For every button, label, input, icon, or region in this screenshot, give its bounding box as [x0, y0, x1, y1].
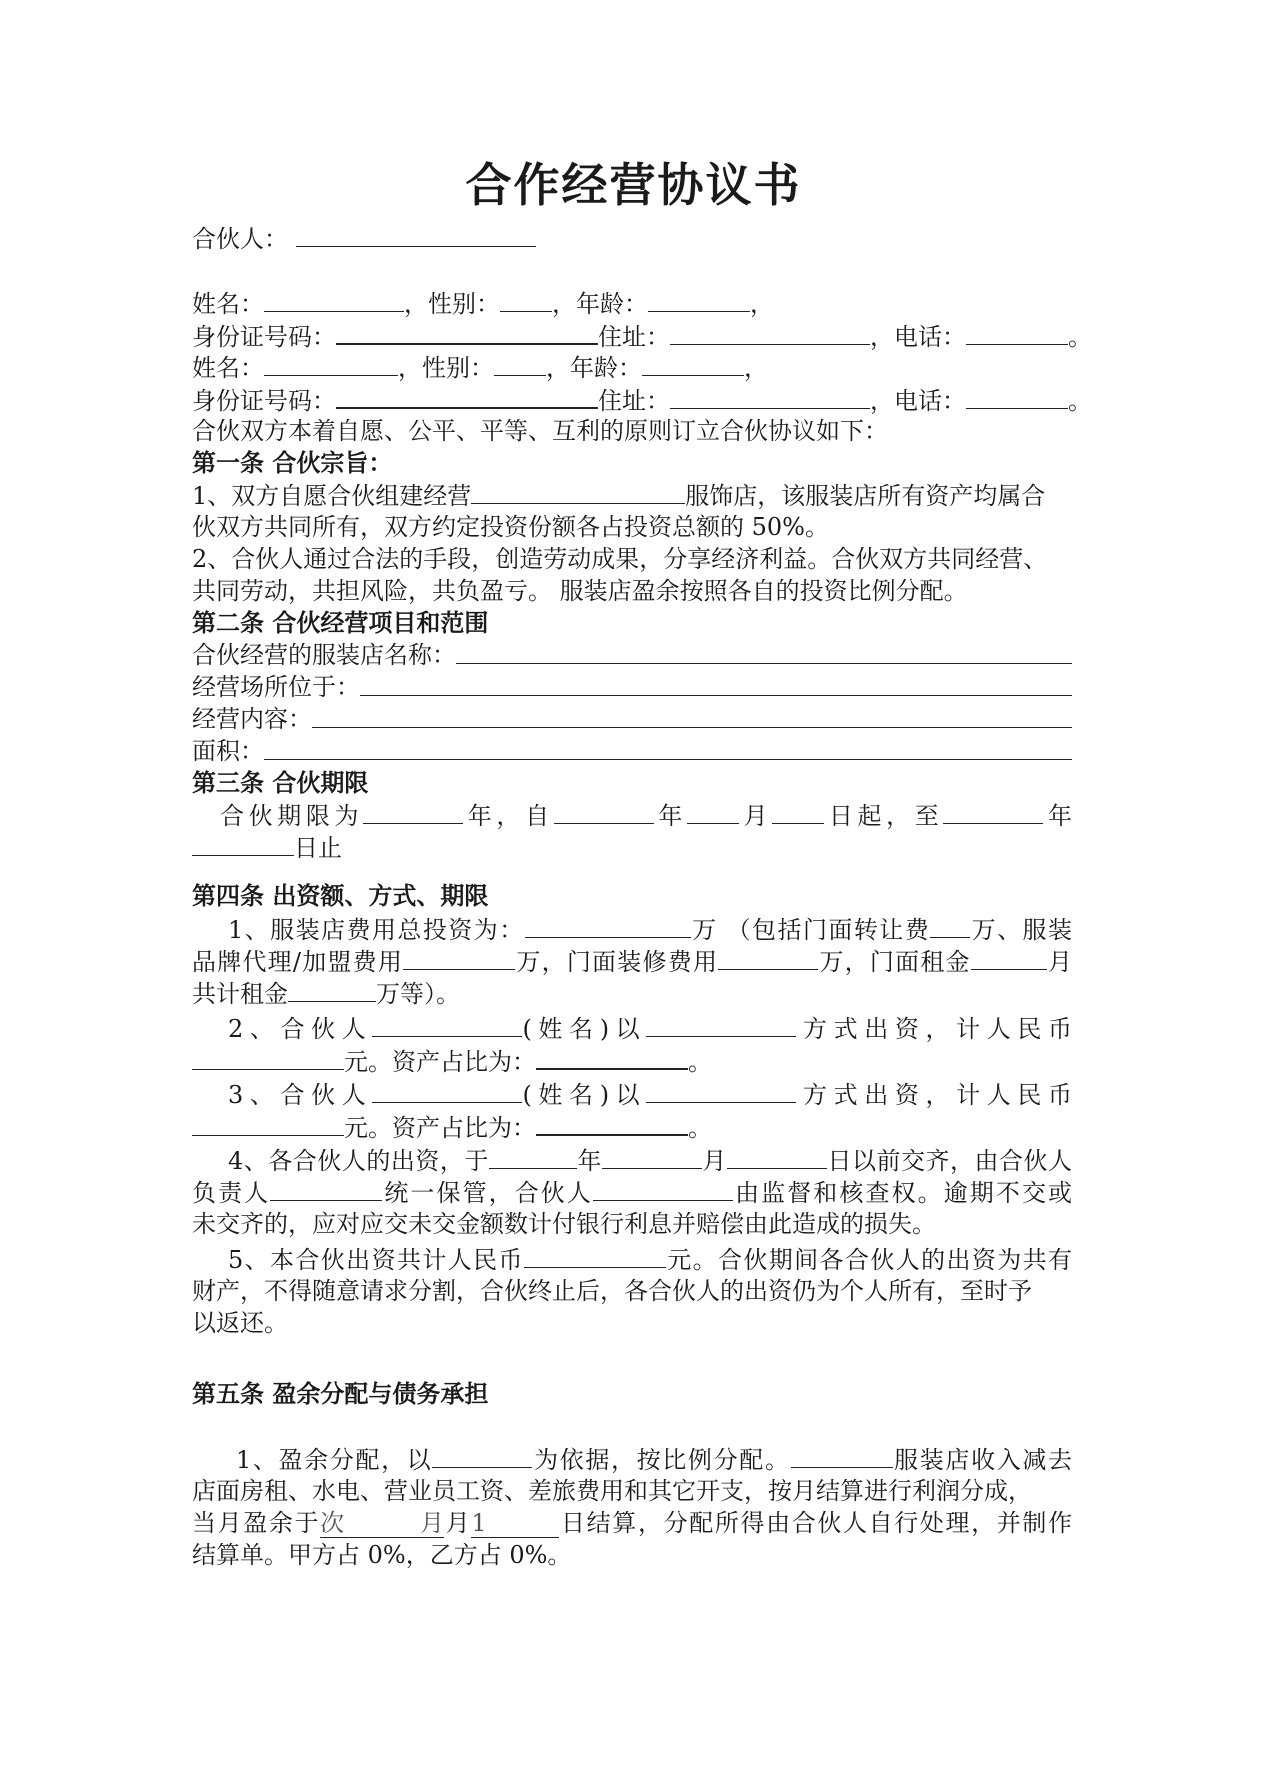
- area-field[interactable]: [264, 735, 1072, 760]
- id-number-field[interactable]: [336, 319, 598, 345]
- text: 年: [1043, 802, 1073, 830]
- partner-name-field[interactable]: [372, 1012, 522, 1037]
- text: 4、各合伙人的出资，于: [228, 1147, 489, 1175]
- asset-ratio-field[interactable]: [536, 1044, 688, 1070]
- text: 1、盈余分配，以: [236, 1446, 433, 1474]
- intro-text: 合伙双方本着自愿、公平、平等、互利的原则订立合伙协议如下：: [192, 417, 888, 445]
- text: 日止: [294, 834, 342, 862]
- article-1-para-1: [192, 479, 1072, 512]
- property-line: 财产，不得随意请求分割，合伙终止后，各合伙人的出资仍为个人所有，至时予: [192, 1277, 1032, 1305]
- amount-field[interactable]: [192, 1111, 344, 1136]
- start-month-field[interactable]: [687, 799, 739, 824]
- term-years-field[interactable]: [363, 799, 463, 824]
- partners-blank-2[interactable]: [360, 222, 448, 247]
- phone-end: 。: [1068, 323, 1092, 351]
- total-capital-field[interactable]: [524, 1243, 666, 1268]
- text: 1、服装店费用总投资为：: [228, 916, 525, 944]
- partner-a-id-line: [192, 319, 1092, 353]
- text: 。: [688, 1048, 712, 1076]
- article-5-heading: 第五条 盈余分配与债务承担: [192, 1379, 489, 1408]
- id-label: 身份证号码：: [192, 323, 336, 351]
- partners-blank-1[interactable]: [296, 222, 360, 247]
- age-label: ，年龄：: [546, 354, 642, 382]
- text: 。: [688, 1114, 712, 1142]
- phone-label: ，电话：: [870, 387, 966, 415]
- contribution-2-line: [228, 1012, 1072, 1045]
- text: 2、合伙人: [228, 1015, 373, 1043]
- text: 月: [738, 802, 773, 830]
- name-field[interactable]: [264, 351, 328, 376]
- location-label: 经营场所位于：: [192, 673, 360, 701]
- contribution-method-field[interactable]: [646, 1078, 796, 1103]
- contribution-3-cont: [192, 1110, 1072, 1144]
- text: 万 （包括门面转让费: [690, 916, 931, 944]
- text: 负责人: [192, 1179, 271, 1207]
- text: 为依据，按比例分配。: [532, 1446, 791, 1474]
- deadline-day-field[interactable]: [727, 1144, 827, 1169]
- text: 元。资产占比为：: [344, 1114, 536, 1142]
- text: 共计租金: [192, 980, 288, 1008]
- text: 万、服装: [970, 916, 1072, 944]
- business-name-field[interactable]: [471, 479, 685, 504]
- location-line: [192, 671, 1072, 703]
- shop-field[interactable]: [791, 1443, 893, 1468]
- profit-line-4: 结算单。甲方占 0%，乙方占 0%。: [192, 1541, 572, 1569]
- deadline-month-field[interactable]: [602, 1144, 702, 1169]
- shop-name-line: [192, 639, 1072, 671]
- article-1-heading: 第一条 合伙宗旨：: [192, 448, 393, 477]
- text: 月: [444, 1509, 472, 1537]
- address-label: 住址：: [598, 323, 670, 351]
- article-1-para-2: 2、合伙人通过合法的手段，创造劳动成果，分享经济利益。合伙双方共同经营、: [192, 545, 1048, 573]
- partner-a-name-line: [192, 287, 1072, 320]
- age-end: ，: [744, 354, 768, 382]
- age-end: ，: [750, 290, 774, 318]
- address-field[interactable]: [670, 384, 870, 409]
- name-field-2[interactable]: [328, 351, 398, 376]
- contribution-method-field[interactable]: [646, 1012, 796, 1037]
- shop-name-label: 合伙经营的服装店名称：: [192, 641, 456, 669]
- text: 日以前交齐，由合伙人: [826, 1147, 1073, 1175]
- age-label: ，年龄：: [552, 290, 648, 318]
- phone-field[interactable]: [966, 320, 1068, 345]
- fees-line: [192, 945, 1072, 978]
- id-number-field[interactable]: [336, 383, 598, 409]
- end-year-field[interactable]: [943, 799, 1043, 824]
- text: 服装店收入减去: [892, 1446, 1073, 1474]
- end-date-field[interactable]: [192, 831, 294, 856]
- start-day-field[interactable]: [772, 799, 824, 824]
- text: 服饰店，该服装店所有资产均属合: [685, 482, 1046, 510]
- transfer-fee-field[interactable]: [930, 913, 970, 938]
- partner-b-id-line: [192, 383, 1092, 417]
- partner-name-field[interactable]: [372, 1078, 522, 1103]
- term-line-cont: [192, 831, 1072, 864]
- text: 统一保管，合伙人: [382, 1179, 593, 1207]
- total-capital-line: [228, 1243, 1072, 1276]
- phone-field[interactable]: [966, 384, 1068, 409]
- total-investment-line: [228, 913, 1072, 946]
- gender-label: ，性别：: [398, 354, 494, 382]
- name-label: 姓名：: [192, 354, 264, 382]
- id-label: 身份证号码：: [192, 387, 336, 415]
- contribution-2-cont: [192, 1044, 1072, 1078]
- deadline-year-field[interactable]: [489, 1144, 577, 1169]
- profit-line-3: [192, 1507, 1072, 1539]
- name-field[interactable]: [264, 287, 316, 312]
- age-field[interactable]: [648, 287, 750, 312]
- profit-basis-field[interactable]: [432, 1443, 532, 1468]
- total-investment-field[interactable]: [525, 913, 691, 938]
- name-field-2[interactable]: [316, 287, 404, 312]
- gender-field[interactable]: [500, 287, 552, 312]
- text: 元。资产占比为：: [344, 1048, 536, 1076]
- text: 年: [653, 802, 687, 830]
- contribution-3-line: [228, 1078, 1072, 1111]
- custody-line: [192, 1176, 1072, 1209]
- profit-line-1: [236, 1443, 1072, 1476]
- shop-name-field[interactable]: [456, 639, 1072, 664]
- settlement-month-field[interactable]: 次月: [320, 1509, 445, 1537]
- location-field[interactable]: [360, 671, 1072, 696]
- text: 年: [576, 1147, 602, 1175]
- text: 日起，至: [824, 802, 944, 830]
- text: 万，门面装修费用: [515, 948, 719, 976]
- asset-ratio-field[interactable]: [536, 1110, 688, 1136]
- total-rent-field[interactable]: [288, 977, 376, 1002]
- content-label: 经营内容：: [192, 705, 312, 733]
- rent-field[interactable]: [971, 945, 1047, 970]
- phone-end: 。: [1068, 387, 1092, 415]
- article-1-para-2-cont: 共同劳动，共担风险，共负盈亏。 服装店盈余按照各自的投资比例分配。: [192, 577, 968, 605]
- age-field[interactable]: [642, 351, 744, 376]
- partners-line: [192, 222, 1072, 255]
- area-label: 面积：: [192, 737, 264, 765]
- partners-blank-3[interactable]: [448, 222, 536, 247]
- text: 万，门面租金: [818, 948, 971, 976]
- amount-field[interactable]: [192, 1045, 344, 1070]
- text: 1、双方自愿合伙组建经营: [192, 482, 472, 510]
- name-label: 姓名：: [192, 290, 264, 318]
- text: 元。合伙期间各合伙人的出资为共有: [665, 1246, 1072, 1274]
- custodian-field[interactable]: [270, 1176, 382, 1201]
- text: 年，自: [463, 802, 554, 830]
- phone-label: ，电话：: [870, 323, 966, 351]
- text: 3、合伙人: [228, 1081, 373, 1109]
- text: 万等）。: [376, 980, 460, 1008]
- area-line: [192, 735, 1072, 767]
- gender-field[interactable]: [494, 351, 546, 376]
- text: 日结算，分配所得由合伙人自行处理，并制作: [559, 1509, 1073, 1537]
- term-line: [220, 799, 1072, 832]
- text: (姓名)以: [522, 1081, 647, 1109]
- text: 方式出资，计人民币: [796, 1081, 1073, 1109]
- settlement-day-field[interactable]: 1: [471, 1509, 559, 1538]
- article-1-para-1-cont: 伙双方共同所有，双方约定投资份额各占投资总额的 50%。: [192, 513, 829, 541]
- text: 方式出资，计人民币: [796, 1015, 1073, 1043]
- article-4-heading: 第四条 出资额、方式、期限: [192, 881, 489, 910]
- text: 5、本合伙出资共计人民币: [228, 1246, 524, 1274]
- gender-label: ，性别：: [404, 290, 500, 318]
- content-field[interactable]: [312, 703, 1072, 728]
- supervisor-field[interactable]: [593, 1176, 733, 1201]
- decoration-fee-field[interactable]: [718, 945, 818, 970]
- text: 合伙期限为: [220, 802, 364, 830]
- profit-line-2: 店面房租、水电、营业员工资、差旅费用和其它开支，按月结算进行利润分成，: [192, 1477, 1032, 1505]
- text: 月: [701, 1147, 727, 1175]
- text: 当月盈余于: [192, 1509, 321, 1537]
- content-line: [192, 703, 1072, 735]
- address-field[interactable]: [670, 320, 870, 345]
- text: 月: [1046, 948, 1073, 976]
- document-title: 合作经营协议书: [465, 158, 802, 212]
- start-year-field[interactable]: [554, 799, 654, 824]
- partner-b-name-line: [192, 351, 1072, 384]
- return-line: 以返还。: [192, 1309, 288, 1337]
- article-2-heading: 第二条 合伙经营项目和范围: [192, 608, 489, 637]
- text: 品牌代理/加盟费用: [192, 948, 404, 976]
- text: (姓名)以: [522, 1015, 647, 1043]
- address-label: 住址：: [598, 387, 670, 415]
- penalty-line: 未交齐的，应对应交未交金额数计付银行利息并赔偿由此造成的损失。: [192, 1210, 936, 1238]
- total-rent-line: [192, 977, 1072, 1010]
- partners-label: 合伙人：: [192, 225, 288, 253]
- article-3-heading: 第三条 合伙期限: [192, 768, 369, 797]
- franchise-fee-field[interactable]: [403, 945, 515, 970]
- text: 由监督和核查权。逾期不交或: [732, 1179, 1073, 1207]
- deadline-line: [228, 1144, 1072, 1177]
